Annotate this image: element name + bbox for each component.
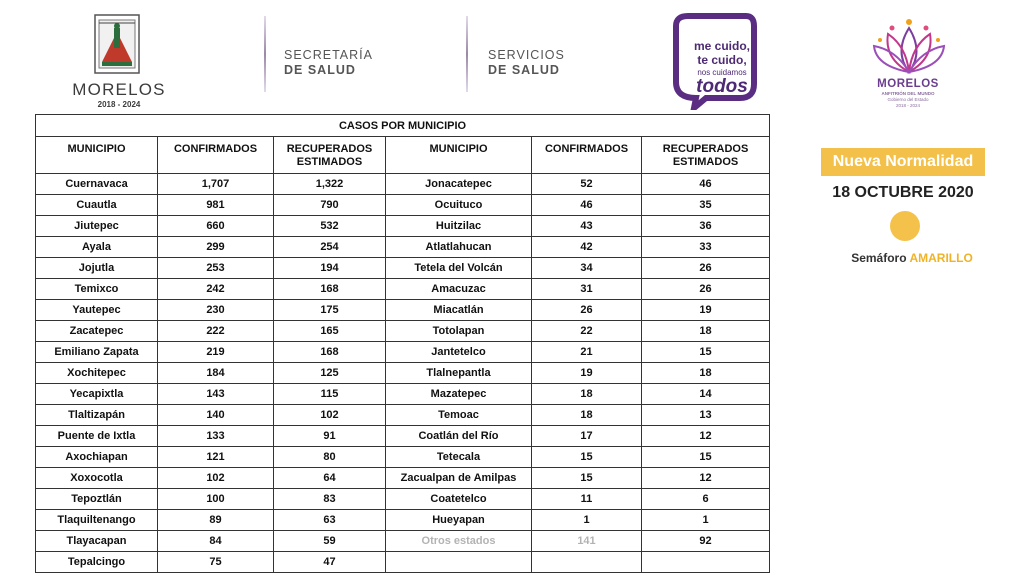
semaforo-value: AMARILLO [909, 251, 973, 265]
recuperados-cell: 92 [642, 531, 770, 552]
header [0, 0, 1024, 114]
table-row [36, 426, 770, 447]
municipio-cell: Zacualpan de Amilpas [386, 468, 532, 489]
divider [264, 16, 266, 92]
servicios-line1: SERVICIOS [488, 48, 565, 62]
campaign-line3: nos cuidamos [697, 68, 747, 77]
confirmados-cell: 31 [532, 279, 642, 300]
confirmados-cell: 11 [532, 489, 642, 510]
municipio-cell: Yecapixtla [36, 384, 158, 405]
campaign-logo [666, 12, 760, 110]
table-row [36, 300, 770, 321]
confirmados-cell: 46 [532, 195, 642, 216]
municipio-cell: Cuautla [36, 195, 158, 216]
confirmados-cell: 75 [158, 552, 274, 573]
recuperados-cell: 12 [642, 426, 770, 447]
cases-table [35, 114, 769, 573]
municipio-cell: Miacatlán [386, 300, 532, 321]
confirmados-cell: 230 [158, 300, 274, 321]
table-row [36, 384, 770, 405]
municipio-cell: Amacuzac [386, 279, 532, 300]
confirmados-cell: 18 [532, 384, 642, 405]
recuperados-cell [642, 552, 770, 573]
municipio-cell: Tetela del Volcán [386, 258, 532, 279]
header-recuperados [642, 137, 770, 174]
table-row [36, 321, 770, 342]
table-row [36, 279, 770, 300]
recuperados-cell: 18 [642, 363, 770, 384]
confirmados-cell: 1 [532, 510, 642, 531]
municipio-cell: Ocuituco [386, 195, 532, 216]
report-date: 18 OCTUBRE 2020 [832, 184, 974, 201]
campaign-line2: te cuido, [697, 53, 747, 67]
confirmados-cell [532, 552, 642, 573]
semaforo-status [812, 251, 1012, 265]
confirmados-cell: 89 [158, 510, 274, 531]
recuperados-cell: 168 [274, 279, 386, 300]
morelos-logo-name: MORELOS [877, 78, 939, 90]
morelos-logo-sub1: ANFITRIÓN DEL MUNDO [881, 91, 935, 96]
recuperados-cell: 790 [274, 195, 386, 216]
confirmados-cell: 184 [158, 363, 274, 384]
recuperados-cell: 12 [642, 468, 770, 489]
confirmados-cell: 253 [158, 258, 274, 279]
recuperados-cell: 14 [642, 384, 770, 405]
confirmados-cell: 43 [532, 216, 642, 237]
municipio-cell: Axochiapan [36, 447, 158, 468]
recuperados-cell: 33 [642, 237, 770, 258]
semaforo-indicator [890, 211, 920, 241]
confirmados-cell: 100 [158, 489, 274, 510]
campaign-line4: todos [696, 76, 748, 97]
divider [466, 16, 468, 92]
secretaria-line1: SECRETARÍA [284, 48, 373, 62]
confirmados-cell: 17 [532, 426, 642, 447]
municipio-cell: Xoxocotla [36, 468, 158, 489]
confirmados-cell: 222 [158, 321, 274, 342]
state-name: MORELOS [72, 80, 166, 99]
table-title: CASOS POR MUNICIPIO [36, 115, 770, 137]
recuperados-cell: 15 [642, 447, 770, 468]
confirmados-cell: 42 [532, 237, 642, 258]
municipio-cell: Temoac [386, 405, 532, 426]
recuperados-cell: 80 [274, 447, 386, 468]
confirmados-cell: 1,707 [158, 174, 274, 195]
recuperados-cell: 83 [274, 489, 386, 510]
recuperados-cell: 532 [274, 216, 386, 237]
semaforo-label: Semáforo [851, 251, 907, 265]
table-row [36, 468, 770, 489]
recuperados-cell: 175 [274, 300, 386, 321]
municipio-cell: Jonacatepec [386, 174, 532, 195]
municipio-cell: Tlayacapan [36, 531, 158, 552]
confirmados-cell: 15 [532, 447, 642, 468]
municipio-cell: Jantetelco [386, 342, 532, 363]
recuperados-cell: 91 [274, 426, 386, 447]
municipio-cell: Tetecala [386, 447, 532, 468]
recuperados-cell: 47 [274, 552, 386, 573]
table-row [36, 447, 770, 468]
municipio-cell: Hueyapan [386, 510, 532, 531]
secretaria-line2: DE SALUD [284, 63, 356, 77]
recuperados-cell: 194 [274, 258, 386, 279]
confirmados-cell: 981 [158, 195, 274, 216]
municipio-cell: Jojutla [36, 258, 158, 279]
table-row [36, 342, 770, 363]
header-recuperados-line2: ESTIMADOS [672, 156, 739, 168]
servicios-line2: DE SALUD [488, 63, 560, 77]
municipio-cell: Temixco [36, 279, 158, 300]
municipio-cell: Otros estados [386, 531, 532, 552]
confirmados-cell: 242 [158, 279, 274, 300]
recuperados-cell: 1 [642, 510, 770, 531]
confirmados-cell: 15 [532, 468, 642, 489]
municipio-cell: Atlatlahucan [386, 237, 532, 258]
municipio-cell: Jiutepec [36, 216, 158, 237]
table-row [36, 552, 770, 573]
recuperados-cell: 125 [274, 363, 386, 384]
header-confirmados: CONFIRMADOS [532, 137, 642, 174]
recuperados-cell: 15 [642, 342, 770, 363]
table-row [36, 237, 770, 258]
municipio-cell: Xochitepec [36, 363, 158, 384]
confirmados-cell: 34 [532, 258, 642, 279]
recuperados-cell: 35 [642, 195, 770, 216]
confirmados-cell: 219 [158, 342, 274, 363]
state-years: 2018 - 2024 [97, 100, 141, 109]
recuperados-cell: 18 [642, 321, 770, 342]
recuperados-cell: 46 [642, 174, 770, 195]
table-row [36, 510, 770, 531]
confirmados-cell: 133 [158, 426, 274, 447]
municipio-cell: Tepoztlán [36, 489, 158, 510]
confirmados-cell: 84 [158, 531, 274, 552]
recuperados-cell: 168 [274, 342, 386, 363]
table-body [36, 174, 770, 573]
confirmados-cell: 660 [158, 216, 274, 237]
recuperados-cell: 115 [274, 384, 386, 405]
table-row [36, 258, 770, 279]
header-recuperados-line1: RECUPERADOS [286, 143, 373, 155]
municipio-cell: Coatetelco [386, 489, 532, 510]
recuperados-cell: 19 [642, 300, 770, 321]
recuperados-cell: 26 [642, 258, 770, 279]
municipio-cell: Tlalnepantla [386, 363, 532, 384]
confirmados-cell: 143 [158, 384, 274, 405]
municipio-cell: Emiliano Zapata [36, 342, 158, 363]
recuperados-cell: 64 [274, 468, 386, 489]
municipio-cell: Puente de Ixtla [36, 426, 158, 447]
municipio-cell: Totolapan [386, 321, 532, 342]
confirmados-cell: 141 [532, 531, 642, 552]
municipio-cell: Cuernavaca [36, 174, 158, 195]
header-confirmados: CONFIRMADOS [158, 137, 274, 174]
table-row [36, 363, 770, 384]
campaign-line1: me cuido, [693, 39, 750, 53]
header-recuperados-line1: RECUPERADOS [662, 143, 749, 155]
confirmados-cell: 22 [532, 321, 642, 342]
recuperados-cell: 59 [274, 531, 386, 552]
table-row [36, 174, 770, 195]
lotus-flower-icon [870, 12, 948, 76]
municipio-cell [386, 552, 532, 573]
confirmados-cell: 52 [532, 174, 642, 195]
confirmados-cell: 121 [158, 447, 274, 468]
table-row [36, 405, 770, 426]
header-municipio: MUNICIPIO [386, 137, 532, 174]
morelos-logo-sub2: Gobierno del Estado [887, 97, 929, 102]
confirmados-cell: 26 [532, 300, 642, 321]
municipio-cell: Tlaltizapán [36, 405, 158, 426]
recuperados-cell: 254 [274, 237, 386, 258]
municipio-cell: Yautepec [36, 300, 158, 321]
header-recuperados-line2: ESTIMADOS [296, 156, 363, 168]
recuperados-cell: 36 [642, 216, 770, 237]
header-recuperados [274, 137, 386, 174]
recuperados-cell: 6 [642, 489, 770, 510]
recuperados-cell: 165 [274, 321, 386, 342]
status-badge: Nueva Normalidad [821, 148, 985, 176]
recuperados-cell: 26 [642, 279, 770, 300]
table-row [36, 531, 770, 552]
table-row [36, 216, 770, 237]
municipio-cell: Tlaquiltenango [36, 510, 158, 531]
table-row [36, 489, 770, 510]
state-shield-icon [94, 14, 140, 76]
municipio-cell: Zacatepec [36, 321, 158, 342]
confirmados-cell: 102 [158, 468, 274, 489]
confirmados-cell: 299 [158, 237, 274, 258]
recuperados-cell: 1,322 [274, 174, 386, 195]
municipio-cell: Tepalcingo [36, 552, 158, 573]
recuperados-cell: 102 [274, 405, 386, 426]
table-row [36, 195, 770, 216]
recuperados-cell: 63 [274, 510, 386, 531]
municipio-cell: Ayala [36, 237, 158, 258]
municipio-cell: Mazatepec [386, 384, 532, 405]
recuperados-cell: 13 [642, 405, 770, 426]
morelos-logo-sub3: 2018 - 2024 [895, 103, 921, 108]
municipio-cell: Huitzilac [386, 216, 532, 237]
confirmados-cell: 18 [532, 405, 642, 426]
confirmados-cell: 140 [158, 405, 274, 426]
confirmados-cell: 21 [532, 342, 642, 363]
municipio-cell: Coatlán del Río [386, 426, 532, 447]
header-municipio: MUNICIPIO [36, 137, 158, 174]
confirmados-cell: 19 [532, 363, 642, 384]
